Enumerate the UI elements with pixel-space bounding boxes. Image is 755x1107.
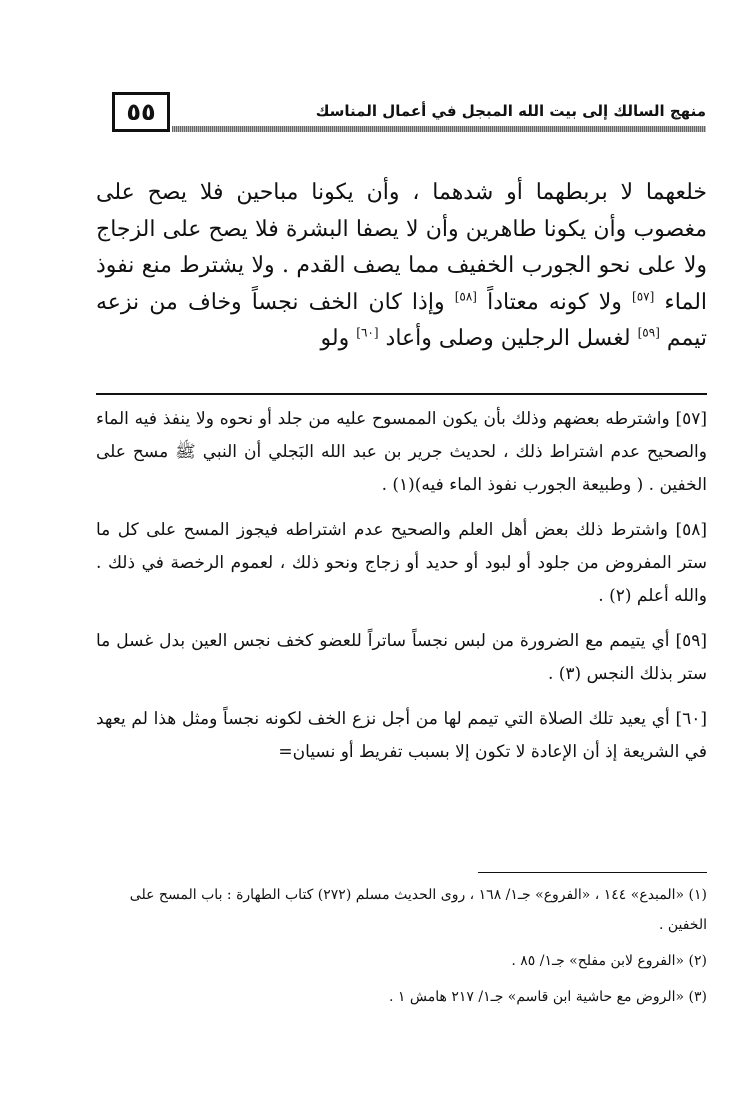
- page-number: ٥٥: [112, 92, 170, 132]
- page-header: [100, 92, 706, 138]
- note-58: [٥٨] واشترط ذلك بعض أهل العلم والصحيح عدم اشتراطه فيجوز المسح على كل ما ستر المفروض من جلود أو لبود أو حديد أو زجاج ونحو ذلك ، لعموم الرخصة في ذلك . والله أعلم (٢) .: [96, 520, 707, 606]
- main-text-body: خلعهما لا بربطهما أو شدهما ، وأن يكونا مباحين فلا يصح على مغصوب وأن يكونا طاهرين وأن لا يصفا البشرة فلا يصح على الزجاج ولا على نحو الجورب الخفيف مما يصف القدم . ولا يشترط منع نفوذ الماء: [96, 180, 708, 315]
- main-text-segment: لغسل الرجلين وصلى وأعاد: [385, 326, 631, 352]
- note-60: [٦٠] أي يعيد تلك الصلاة التي تيمم لها من أجل نزع الخف لكونه نجساً ومثل هذا لم يعهد في الشريعة إذ أن الإعادة لا تكون إلا بسبب تفريط أو نسيان=: [96, 709, 707, 762]
- note-ref-58: [٥٨]: [454, 289, 477, 304]
- footnote-divider: [478, 872, 707, 873]
- main-text-segment: ولا كونه معتاداً: [487, 289, 622, 315]
- footnote-1: (١) «المبدع» ١٤٤ ، «الفروع» جـ١/ ١٦٨ ، روى الحديث مسلم (٢٧٢) كتاب الطهارة : باب المسح على الخفين .: [129, 887, 707, 933]
- main-text-segment: ولو: [320, 326, 350, 352]
- note-ref-57: [٥٧]: [632, 289, 655, 304]
- main-text: [96, 175, 707, 358]
- footnotes: [96, 880, 707, 1018]
- note-59: [٥٩] أي يتيمم مع الضرورة من لبس نجساً ساتراً للعضو كخف نجس العين بدل غسل ما ستر بذلك النجس (٣) .: [96, 631, 707, 684]
- note-ref-60: [٦٠]: [356, 326, 379, 341]
- note-57: [٥٧] واشترطه بعضهم وذلك بأن يكون الممسوح عليه من جلد أو نحوه ولا ينفذ فيه الماء والصحيح عدم اشتراط ذلك ، لحديث جرير بن عبد الله البَجلي أن النبي ﷺ مسح على الخفين . ( وطبيعة الجورب نفوذ الماء فيه)(١) .: [96, 409, 707, 495]
- note-ref-59: [٥٩]: [637, 326, 660, 341]
- commentary-notes: [96, 403, 707, 781]
- main-text-divider: [96, 393, 707, 395]
- footnote-3: (٣) «الروض مع حاشية ابن قاسم» جـ١/ ٢١٧ هامش ١ .: [388, 989, 707, 1005]
- header-rule: [172, 126, 706, 132]
- running-title: منهج السالك إلى بيت الله المبجل في أعمال المناسك: [315, 102, 706, 120]
- footnote-2: (٢) «الفروع لابن مفلح» جـ١/ ٨٥ .: [511, 953, 707, 969]
- main-text-segment: وإذا كان الخف نجساً وخاف من نزعه تيمم: [96, 289, 707, 352]
